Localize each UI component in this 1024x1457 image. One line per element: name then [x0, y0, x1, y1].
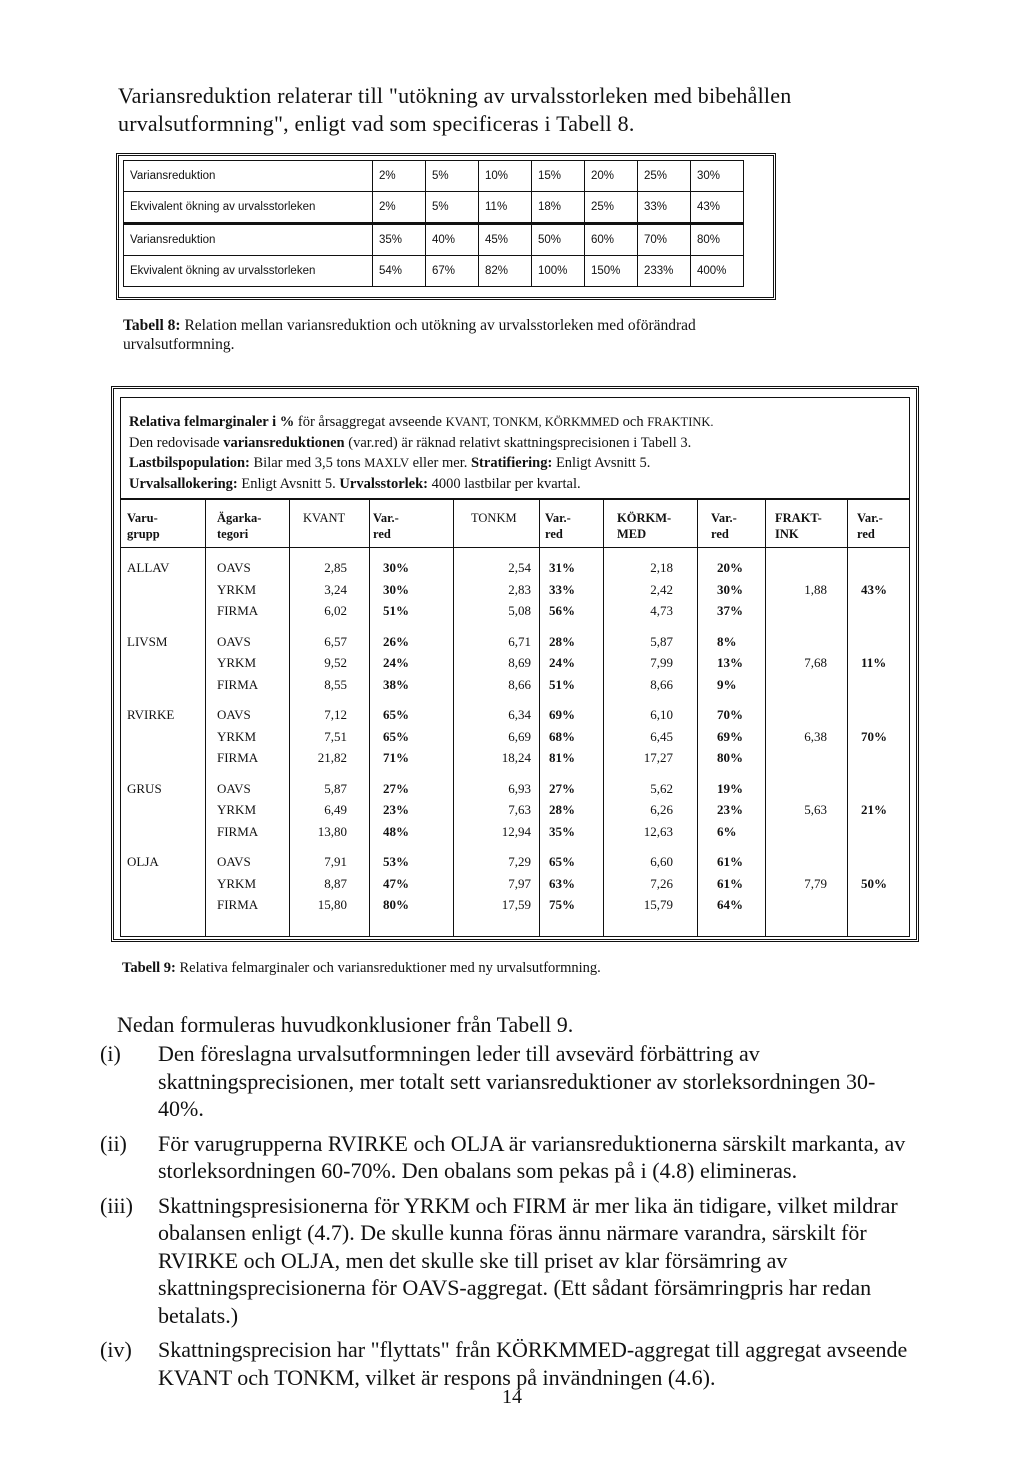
row-label: Ekvivalent ökning av urvalsstorleken: [124, 256, 373, 287]
tonkm-value: 8,69: [508, 655, 531, 671]
korkmmed-varred: 69%: [717, 728, 743, 744]
column-header-line: red: [373, 527, 391, 541]
column-divider: [205, 500, 206, 936]
row-label: Variansreduktion: [124, 161, 373, 192]
group-name: LIVSM: [127, 633, 168, 649]
table-8-caption-text: Relation mellan variansreduktion och utökning av urvalsstorleken med oförändrad urvalsutformning.: [123, 317, 696, 353]
korkmmed-varred: 61%: [717, 854, 743, 869]
kvant-varred: 27%: [383, 780, 409, 796]
list-item: [100, 1130, 920, 1185]
korkmmed-varred: 9%: [717, 676, 737, 692]
korkmmed-varred: 20%: [717, 560, 743, 575]
header-text: för årsaggregat avseende: [294, 414, 446, 430]
table-9-header-line-1: [129, 412, 909, 433]
column-header-line: grupp: [127, 527, 160, 541]
tonkm-varred: 28%: [549, 802, 575, 818]
row-label: Variansreduktion: [124, 224, 373, 256]
tonkm-varred: 56%: [549, 603, 575, 619]
kvant-value: 2,85: [324, 560, 347, 575]
column-divider: [453, 500, 454, 936]
korkmmed-value: 6,60: [650, 854, 673, 869]
column-header-line: Var.-: [545, 511, 571, 525]
korkmmed-varred: 61%: [717, 875, 743, 891]
korkmmed-varred: 13%: [717, 655, 743, 671]
column-header-line: Var.-: [373, 511, 399, 525]
conclusions-list: [100, 1040, 920, 1398]
tonkm-value: 6,69: [508, 728, 531, 744]
tonkm-value: 7,29: [508, 854, 531, 869]
korkmmed-value: 5,62: [650, 780, 673, 796]
table-cell: 2%: [373, 192, 426, 224]
tonkm-varred: 81%: [549, 750, 575, 766]
fraktink-value: 1,88: [804, 581, 827, 597]
column-header-line: red: [711, 527, 729, 541]
page-number: 14: [502, 1386, 522, 1408]
table-cell: 20%: [585, 161, 638, 192]
fraktink-value: 5,63: [804, 802, 827, 818]
header-bold: Relativa felmarginaler i %: [129, 414, 295, 430]
table-row: [124, 224, 744, 256]
owner-category: FIRMA: [217, 750, 259, 766]
column-header-line: red: [545, 527, 563, 541]
column-header-line: KÖRKM-: [617, 511, 672, 525]
column-header-line: Var.-: [711, 511, 737, 525]
header-bold: Urvalsstorlek:: [339, 475, 428, 492]
column-divider: [539, 500, 540, 936]
header-bold: Urvalsallokering:: [129, 475, 238, 492]
kvant-varred: 65%: [383, 728, 409, 744]
table-cell: 45%: [479, 224, 532, 256]
kvant-varred: 51%: [383, 603, 409, 619]
column-header-korkmmed: [617, 510, 671, 542]
column-header-line: FRAKT-: [775, 511, 822, 525]
list-item-text: Den föreslagna urvalsutformningen leder till avsevärd förbättring av skattningsprecisionen, mer totalt sett variansreduktioner av storleksordningen 30-40%.: [158, 1041, 876, 1121]
kvant-value: 6,57: [324, 633, 347, 649]
list-marker: (iii): [100, 1192, 133, 1218]
fraktink-varred: 11%: [861, 655, 887, 671]
table-cell: 54%: [373, 256, 426, 287]
header-text: 4000 lastbilar per kvartal.: [428, 475, 581, 492]
tonkm-varred: 33%: [549, 581, 575, 597]
kvant-value: 6,02: [324, 603, 347, 619]
column-header-line: red: [857, 527, 875, 541]
korkmmed-value: 15,79: [643, 897, 673, 913]
table-cell: 5%: [426, 161, 479, 192]
kvant-varred: 80%: [383, 897, 409, 913]
fraktink-varred: 70%: [861, 728, 887, 744]
fraktink-varred: 43%: [861, 581, 887, 597]
tonkm-varred: 68%: [549, 728, 575, 744]
tonkm-value: 2,54: [508, 560, 531, 575]
list-marker: (i): [100, 1041, 121, 1066]
column-header-varred2: [545, 510, 571, 542]
korkmmed-varred: 80%: [717, 750, 743, 766]
korkmmed-varred: 19%: [717, 780, 743, 796]
tonkm-value: 6,71: [508, 633, 531, 649]
kvant-value: 8,87: [324, 875, 347, 891]
tonkm-varred: 27%: [549, 780, 575, 796]
column-header-fraktink: [775, 510, 822, 542]
kvant-varred: 38%: [383, 676, 409, 692]
kvant-varred: 30%: [383, 581, 409, 597]
column-header-line: Var.-: [857, 511, 883, 525]
tonkm-value: 6,93: [508, 780, 531, 796]
fraktink-value: 7,79: [804, 875, 827, 891]
intro-paragraph: Variansreduktion relaterar till "utökning av urvalsstorleken med bibehållen urvalsutformning", enligt vad som specificeras i Tabell 8.: [118, 83, 792, 136]
column-header-line: MED: [617, 527, 647, 541]
owner-category: YRKM: [217, 802, 257, 818]
tonkm-varred: 65%: [549, 854, 575, 869]
list-item: [100, 1192, 920, 1330]
column-header-varugrupp: [127, 510, 160, 542]
tonkm-varred: 75%: [549, 897, 575, 913]
owner-category: FIRMA: [217, 823, 259, 839]
column-header-line: KVANT: [303, 511, 346, 525]
table-8-caption: [123, 316, 763, 354]
owner-category: YRKM: [217, 581, 257, 597]
kvant-value: 7,51: [324, 728, 347, 744]
table-cell: 150%: [585, 256, 638, 287]
table-9-header: [120, 397, 910, 499]
list-marker: (iv): [100, 1337, 132, 1362]
korkmmed-value: 6,26: [650, 802, 673, 818]
table-cell: 25%: [585, 192, 638, 224]
kvant-value: 8,55: [324, 676, 347, 692]
column-header-varred3: [711, 510, 737, 542]
kvant-varred: 48%: [383, 823, 409, 839]
header-bold: Lastbilspopulation:: [129, 455, 250, 471]
column-header-kvant: [303, 510, 345, 526]
table-cell: 60%: [585, 224, 638, 256]
kvant-value: 7,12: [324, 707, 347, 722]
header-divider: [121, 547, 909, 548]
kvant-varred: 71%: [383, 750, 409, 766]
header-text: (var.red) är räknad relativt skattningsprecisionen i Tabell 3.: [344, 434, 692, 451]
table-row: [124, 161, 744, 192]
kvant-value: 21,82: [317, 750, 347, 766]
table-cell: 40%: [426, 224, 479, 256]
table-cell: 43%: [691, 192, 744, 224]
header-text: och: [619, 414, 648, 430]
list-item-text: Skattningspresisionerna för YRKM och FIRM är mer lika än tidigare, vilket mildrar obalansen enligt (4.7). De skulle kunna föras ännu närmare varandra, särskilt för RVIRKE och OLJA, men det skulle ske till priset av klar försämring av skattningsprecisionerna för OAVS-aggregat. (Ett sådant försämringpris har redan betalats.): [158, 1192, 898, 1328]
table-row: [124, 256, 744, 287]
tonkm-value: 7,97: [508, 875, 531, 891]
korkmmed-value: 7,99: [650, 655, 673, 671]
header-smallcaps: FRAKTINK.: [647, 415, 714, 429]
korkmmed-value: 7,26: [650, 875, 673, 891]
owner-category: YRKM: [217, 728, 257, 744]
header-text: Enligt Avsnitt 5.: [552, 455, 651, 471]
list-item: [100, 1336, 920, 1391]
fraktink-varred: 50%: [861, 875, 887, 891]
table-cell: 2%: [373, 161, 426, 192]
korkmmed-varred: 23%: [717, 802, 743, 818]
tonkm-value: 2,83: [508, 581, 531, 597]
kvant-varred: 65%: [383, 707, 409, 722]
korkmmed-value: 2,18: [650, 560, 673, 575]
korkmmed-varred: 8%: [717, 633, 737, 649]
column-header-tonkm: [471, 510, 517, 526]
korkmmed-varred: 6%: [717, 823, 737, 839]
list-item: [100, 1040, 920, 1123]
korkmmed-varred: 70%: [717, 707, 743, 722]
tonkm-varred: 63%: [549, 875, 575, 891]
header-smallcaps: KVANT, TONKM, KÖRKMMED: [445, 415, 620, 429]
fraktink-value: 6,38: [804, 728, 827, 744]
column-header-varred1: [373, 510, 399, 542]
table-cell: 18%: [532, 192, 585, 224]
kvant-value: 6,49: [324, 802, 347, 818]
table-9-caption: [122, 960, 822, 977]
column-header-varred4: [857, 510, 883, 542]
table-cell: 11%: [479, 192, 532, 224]
table-9-header-line-2: [129, 433, 909, 454]
kvant-value: 9,52: [324, 655, 347, 671]
column-header-line: TONKM: [471, 511, 517, 525]
tonkm-value: 18,24: [501, 750, 531, 766]
owner-category: OAVS: [217, 854, 251, 869]
table-cell: 400%: [691, 256, 744, 287]
list-marker: (ii): [100, 1130, 127, 1156]
fraktink-varred: 21%: [861, 802, 887, 818]
group-name: OLJA: [127, 854, 159, 869]
table-9-header-line-4: [129, 474, 909, 495]
korkmmed-value: 4,73: [650, 603, 673, 619]
owner-category: OAVS: [217, 780, 251, 796]
table-cell: 50%: [532, 224, 585, 256]
header-text: Enligt Avsnitt 5.: [237, 475, 340, 492]
table-cell: 100%: [532, 256, 585, 287]
header-text: Den redovisade: [129, 434, 224, 451]
korkmmed-value: 2,42: [650, 581, 673, 597]
table-cell: 70%: [638, 224, 691, 256]
korkmmed-value: 12,63: [643, 823, 673, 839]
group-name: GRUS: [127, 780, 162, 796]
column-header-line: Varu-: [127, 511, 158, 525]
column-header-agarkategori: [217, 510, 261, 542]
tonkm-varred: 24%: [549, 655, 575, 671]
group-name: RVIRKE: [127, 707, 175, 722]
list-item-text: För varugrupperna RVIRKE och OLJA är variansreduktionerna särskilt markanta, av storleksordningen 60-70%. Den obalans som pekas på i (4.8) elimineras.: [158, 1130, 906, 1183]
table-cell: 30%: [691, 161, 744, 192]
column-divider: [603, 500, 604, 936]
kvant-value: 5,87: [324, 780, 347, 796]
table-cell: 10%: [479, 161, 532, 192]
table-cell: 25%: [638, 161, 691, 192]
table-9-grid: [120, 499, 910, 937]
korkmmed-varred: 30%: [717, 581, 743, 597]
owner-category: OAVS: [217, 560, 251, 575]
kvant-value: 7,91: [324, 854, 347, 869]
tonkm-varred: 35%: [549, 823, 575, 839]
column-divider: [765, 500, 766, 936]
header-bold: Stratifiering:: [470, 455, 553, 471]
header-text: eller mer.: [408, 455, 471, 471]
row-label: Ekvivalent ökning av urvalsstorleken: [124, 192, 373, 224]
korkmmed-value: 8,66: [650, 676, 673, 692]
tonkm-value: 5,08: [508, 603, 531, 619]
table-8-grid: [123, 160, 744, 287]
header-smallcaps: MAXLV: [364, 456, 409, 470]
header-text: Bilar med 3,5 tons: [249, 455, 365, 471]
table-cell: 35%: [373, 224, 426, 256]
list-item-text: Skattningsprecision har "flyttats" från KÖRKMMED-aggregat till aggregat avseende KVANT och TONKM, vilket är respons på invändningen (4.6).: [158, 1337, 908, 1390]
korkmmed-value: 6,10: [650, 707, 673, 722]
column-header-line: INK: [775, 527, 799, 541]
table-cell: 233%: [638, 256, 691, 287]
table-8-caption-label: Tabell 8:: [123, 317, 181, 334]
table-9: [111, 386, 919, 942]
header-bold: variansreduktionen: [223, 434, 345, 451]
tonkm-varred: 69%: [549, 707, 575, 722]
group-name: ALLAV: [127, 560, 170, 575]
kvant-varred: 23%: [383, 802, 409, 818]
column-divider: [847, 500, 848, 936]
tonkm-varred: 28%: [549, 633, 575, 649]
kvant-value: 15,80: [317, 897, 347, 913]
korkmmed-varred: 37%: [717, 603, 743, 619]
tonkm-value: 6,34: [508, 707, 531, 722]
kvant-varred: 24%: [383, 655, 409, 671]
column-divider: [369, 500, 370, 936]
kvant-value: 3,24: [324, 581, 347, 597]
owner-category: FIRMA: [217, 603, 259, 619]
kvant-varred: 30%: [383, 560, 409, 575]
kvant-value: 13,80: [317, 823, 347, 839]
table-9-caption-text: Relativa felmarginaler och variansreduktioner med ny urvalsutformning.: [175, 960, 601, 976]
table-8: [116, 153, 776, 300]
owner-category: FIRMA: [217, 676, 259, 692]
korkmmed-value: 17,27: [643, 750, 673, 766]
column-header-line: Ägarka-: [217, 511, 262, 525]
korkmmed-value: 6,45: [650, 728, 673, 744]
owner-category: OAVS: [217, 707, 251, 722]
kvant-varred: 53%: [383, 854, 409, 869]
owner-category: YRKM: [217, 875, 257, 891]
owner-category: OAVS: [217, 633, 251, 649]
table-cell: 5%: [426, 192, 479, 224]
fraktink-value: 7,68: [804, 655, 827, 671]
column-header-line: tegori: [217, 527, 249, 541]
table-row: [124, 192, 744, 224]
korkmmed-value: 5,87: [650, 633, 673, 649]
tonkm-varred: 31%: [549, 560, 575, 575]
kvant-varred: 26%: [383, 633, 409, 649]
conclusions-title: Nedan formuleras huvudkonklusioner från Tabell 9.: [117, 1012, 574, 1037]
owner-category: FIRMA: [217, 897, 259, 913]
table-9-caption-label: Tabell 9:: [122, 960, 176, 976]
table-cell: 67%: [426, 256, 479, 287]
table-cell: 15%: [532, 161, 585, 192]
column-divider: [697, 500, 698, 936]
table-cell: 33%: [638, 192, 691, 224]
korkmmed-varred: 64%: [717, 897, 743, 913]
table-cell: 80%: [691, 224, 744, 256]
table-9-header-line-3: [129, 453, 909, 474]
owner-category: YRKM: [217, 655, 257, 671]
tonkm-value: 8,66: [508, 676, 531, 692]
tonkm-value: 12,94: [501, 823, 531, 839]
tonkm-varred: 51%: [549, 676, 575, 692]
tonkm-value: 17,59: [501, 897, 531, 913]
tonkm-value: 7,63: [508, 802, 531, 818]
table-cell: 82%: [479, 256, 532, 287]
kvant-varred: 47%: [383, 875, 409, 891]
